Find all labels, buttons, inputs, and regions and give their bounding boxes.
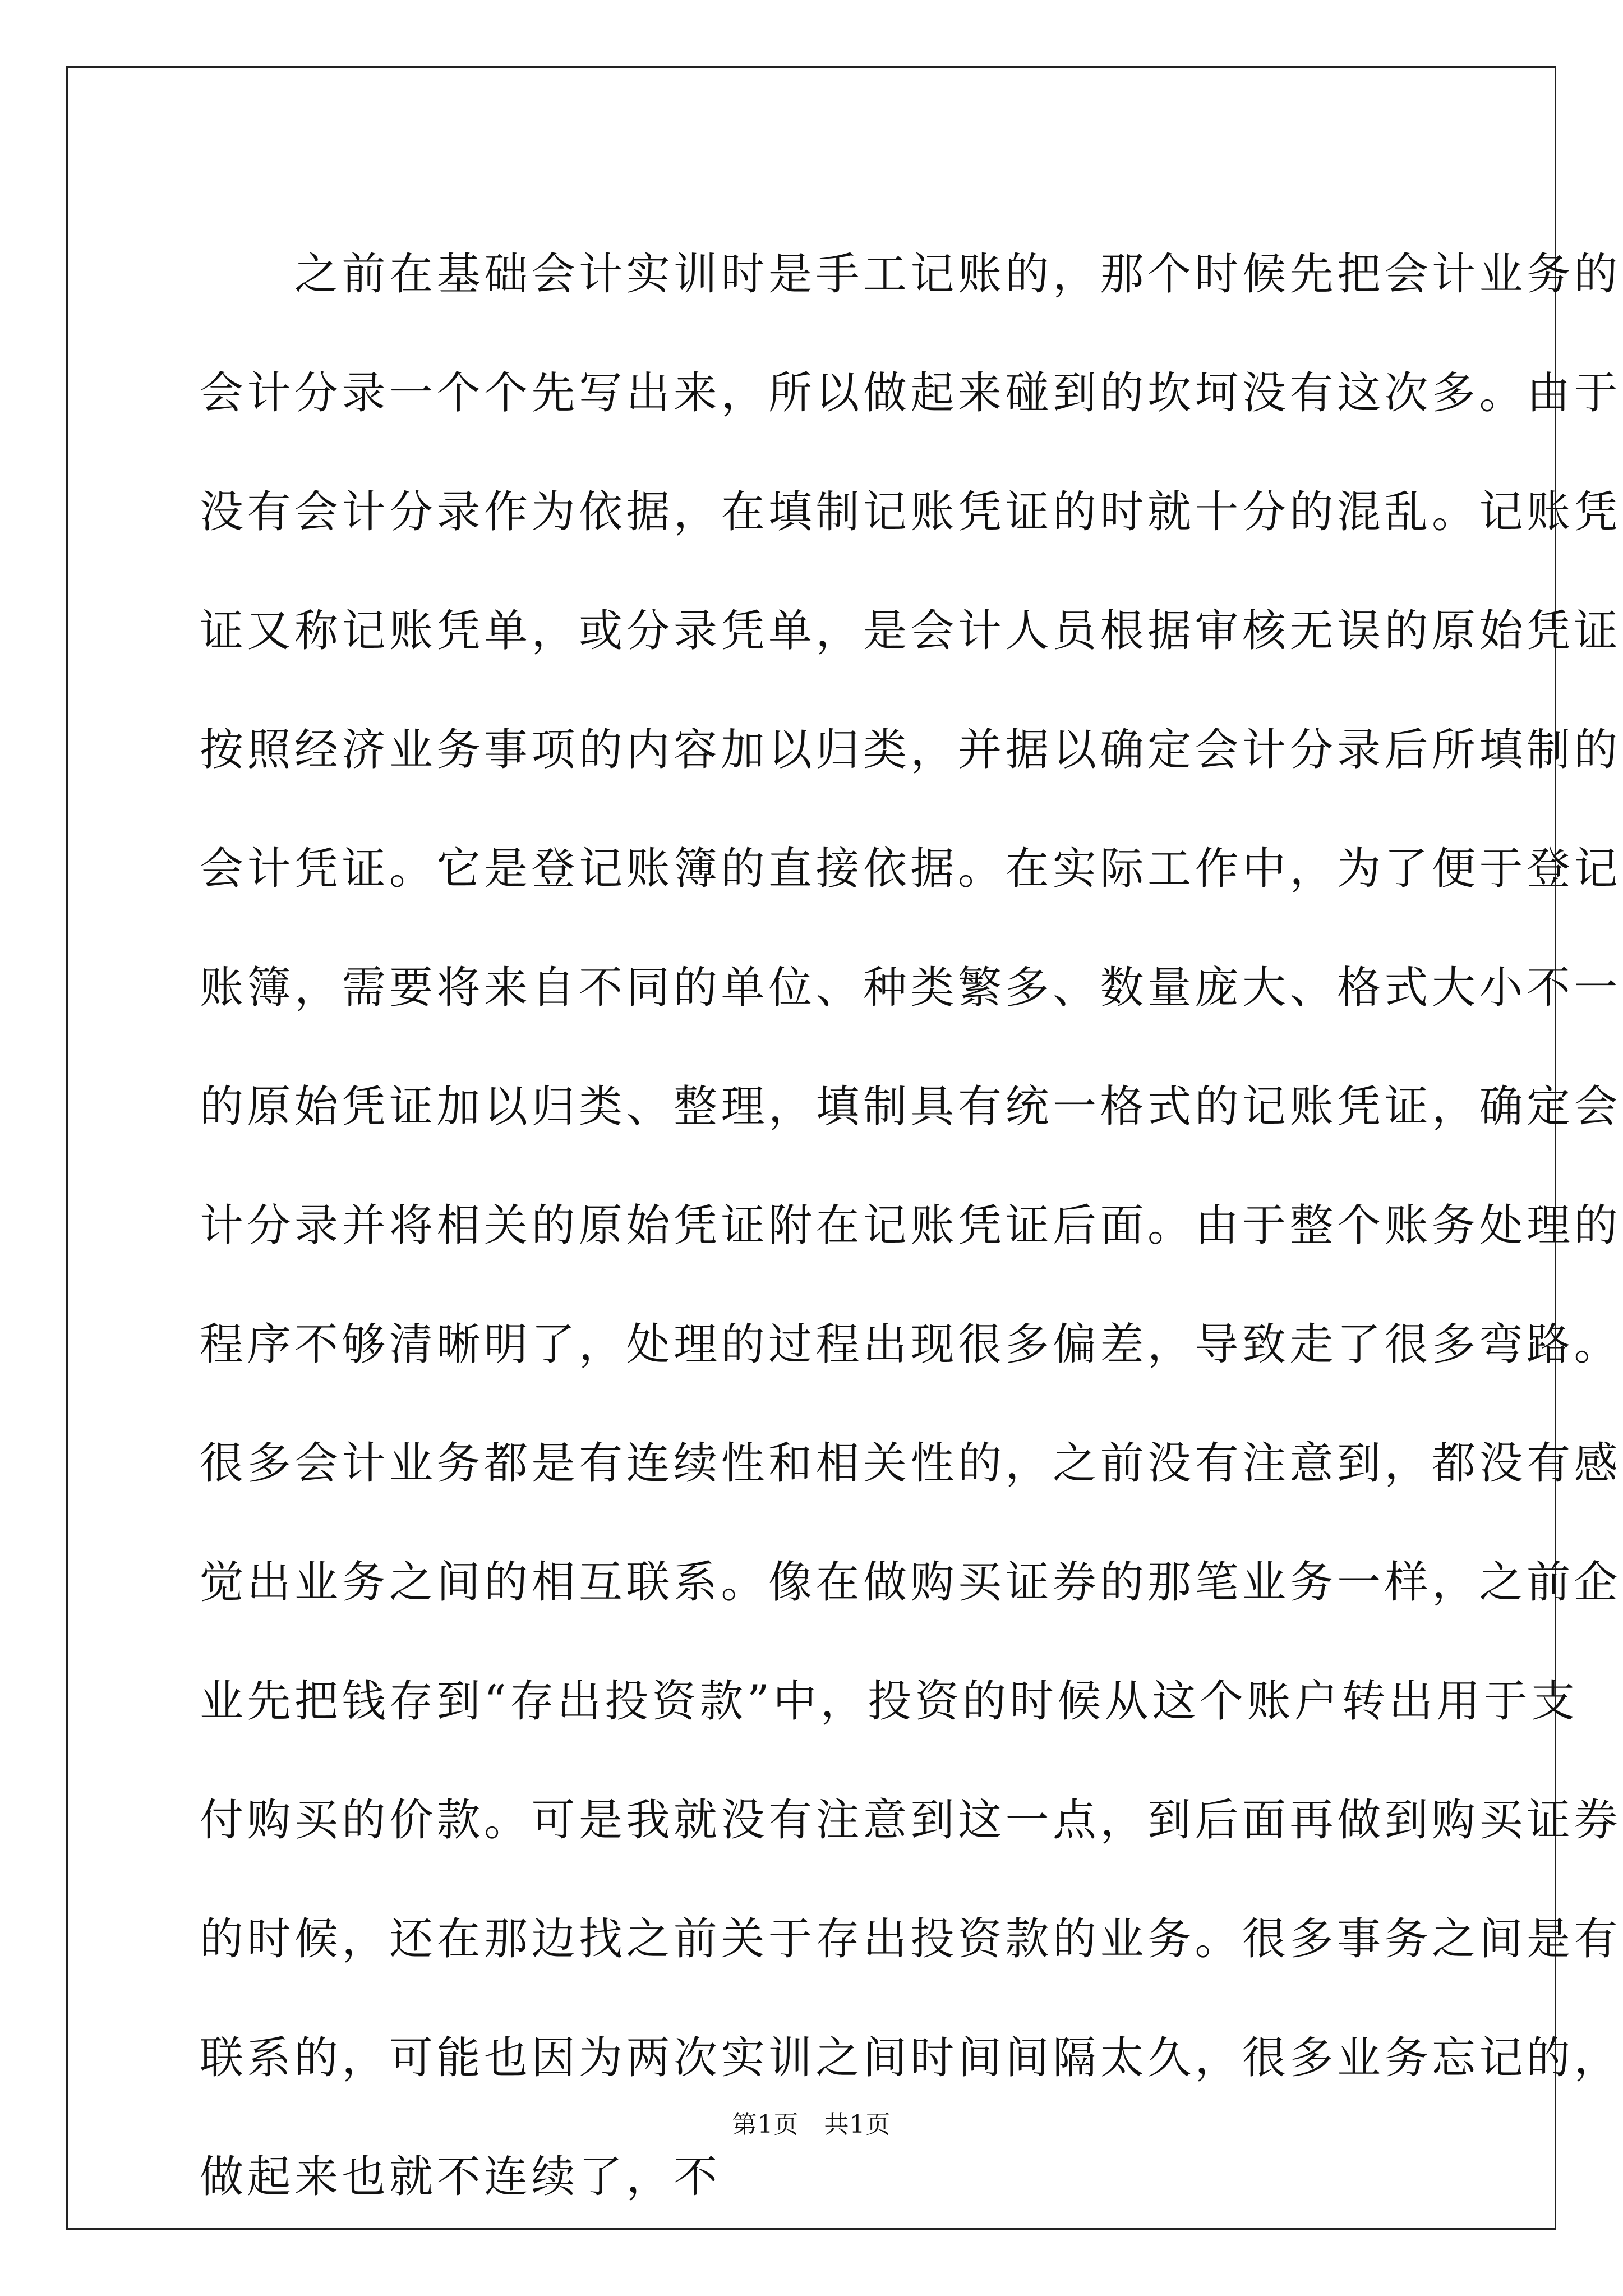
text-line: 做起来也就不连续了，不 [200, 2152, 721, 2202]
document-body [200, 215, 1622, 2237]
text-line: 证又称记账凭单，或分录凭单，是会计人员根据审核无误的原始凭证 [200, 606, 1622, 656]
text-line: 按照经济业务事项的内容加以归类，并据以确定会计分录后所填制的 [200, 725, 1622, 775]
text-line: 付购买的价款。可是我就没有注意到这一点，到后面再做到购买证券 [200, 1795, 1622, 1846]
text-line: 会计凭证。它是登记账簿的直接依据。在实际工作中，为了便于登记 [200, 844, 1622, 894]
text-line: 程序不够清晰明了，处理的过程出现很多偏差，导致走了很多弯路。 [200, 1319, 1622, 1370]
text-line: 之前在基础会计实训时是手工记账的，那个时候先把会计业务的 [200, 249, 1622, 300]
page-footer [0, 2108, 1623, 2142]
text-line: 觉出业务之间的相互联系。像在做购买证券的那笔业务一样，之前企 [200, 1557, 1622, 1608]
page-number: 第1页 共1页 [732, 2110, 891, 2139]
text-line: 业先把钱存到“存出投资款”中，投资的时候从这个账户转出用于支 [200, 1676, 1579, 1727]
text-line: 会计分录一个个先写出来，所以做起来碰到的坎坷没有这次多。由于 [200, 368, 1622, 418]
text-line: 账簿，需要将来自不同的单位、种类繁多、数量庞大、格式大小不一 [200, 963, 1622, 1013]
text-line: 联系的，可能也因为两次实训之间时间间隔太久，很多业务忘记的， [200, 2033, 1622, 2083]
text-line: 计分录并将相关的原始凭证附在记账凭证后面。由于整个账务处理的 [200, 1200, 1622, 1251]
text-line: 的时候，还在那边找之前关于存出投资款的业务。很多事务之间是有 [200, 1914, 1622, 1964]
text-line: 很多会计业务都是有连续性和相关性的，之前没有注意到，都没有感 [200, 1438, 1622, 1489]
text-line: 的原始凭证加以归类、整理，填制具有统一格式的记账凭证，确定会 [200, 1082, 1622, 1132]
text-line: 没有会计分录作为依据，在填制记账凭证的时就十分的混乱。记账凭 [200, 487, 1622, 537]
